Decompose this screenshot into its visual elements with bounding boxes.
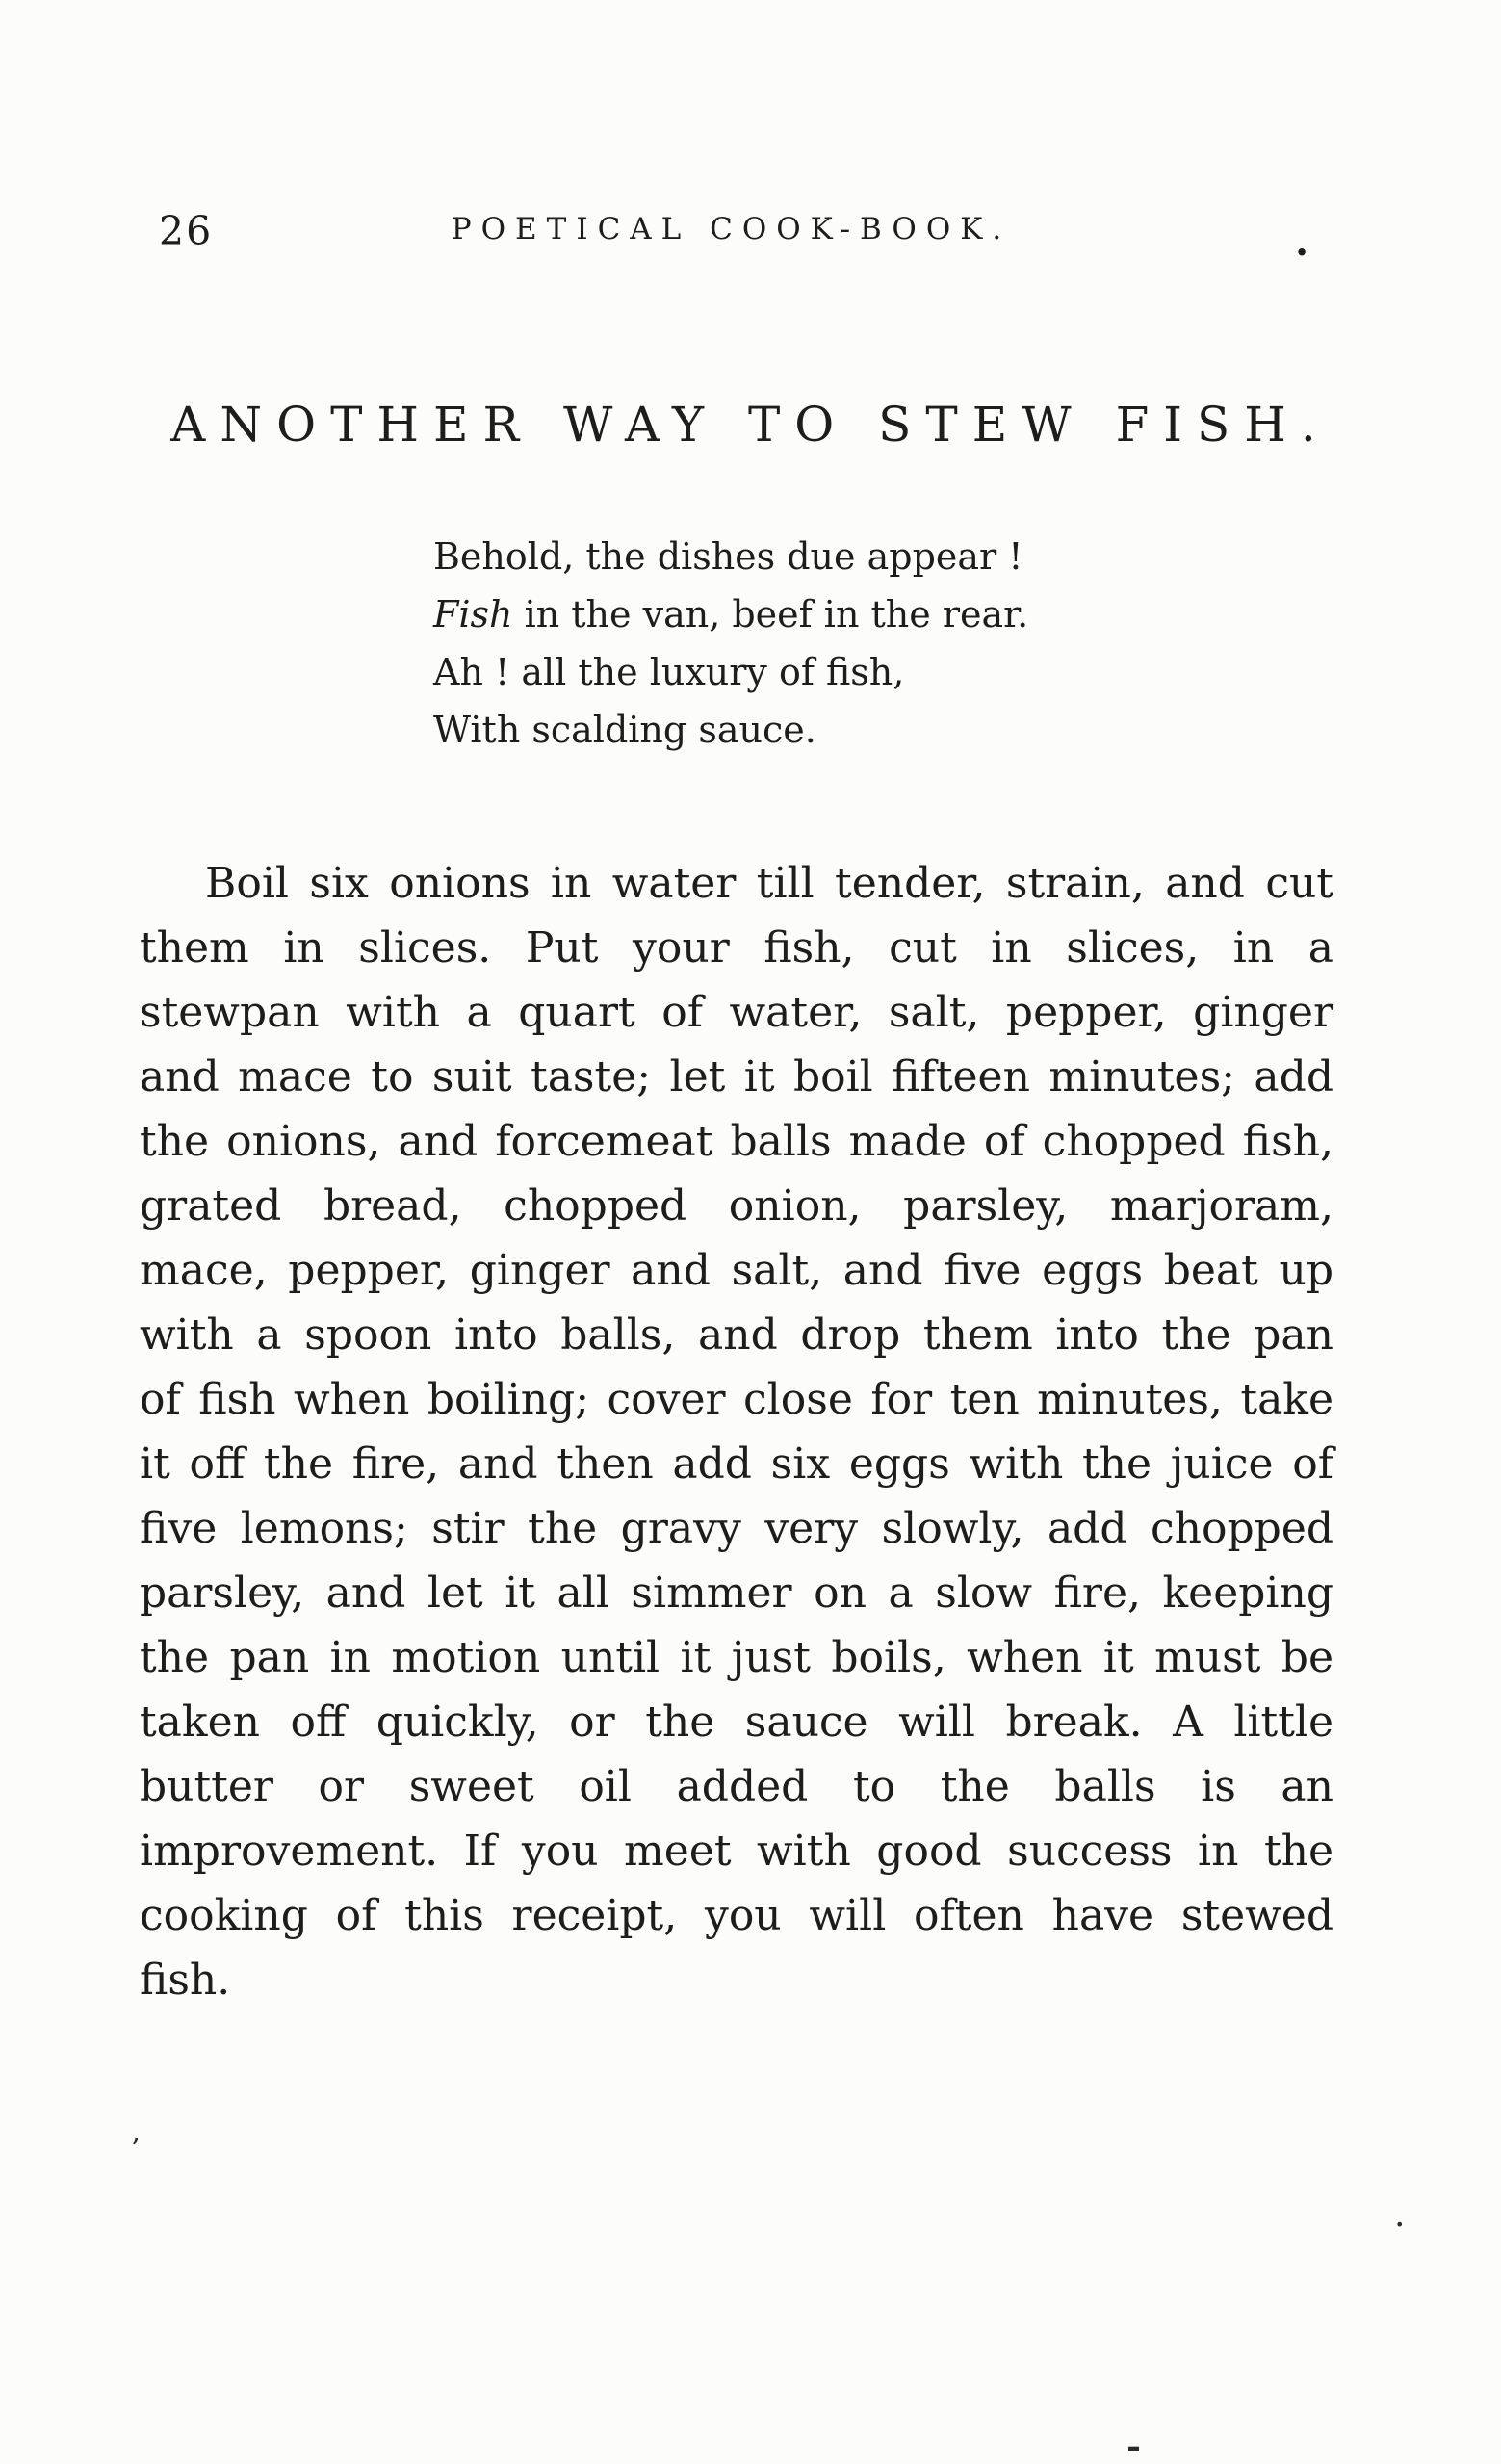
epigraph-poem xyxy=(433,528,1028,759)
poem-line xyxy=(433,585,1028,643)
poem-line: Ah ! all the luxury of fish, xyxy=(433,651,905,693)
running-header: POETICAL COOK-BOOK. xyxy=(451,212,1012,246)
poem-line: Behold, the dishes due appear ! xyxy=(433,535,1023,578)
recipe-paragraph: Boil six onions in water till tender, strain, and cut them in slices. Put your fish, cut in slices, in a stewpan with a quart of water, salt, pepper, ginger and mace to suit taste; let it boil fifteen minutes; add the onions, and forcemeat balls made of chopped fish, grated bread, chopped onion, parsley, marjoram, mace, pepper, ginger and salt, and five eggs beat up with a spoon into balls, and drop them into the pan of fish when boiling; cover close for ten minutes, take it off the fire, and then add six eggs with the juice of five lemons; stir the gravy very slowly, add chopped parsley, and let it all simmer on a slow fire, keeping the pan in motion until it just boils, when it must be taken off quickly, or the sauce will break. A little butter or sweet oil added to the balls is an improvement. If you meet with good success in the cooking of this receipt, you will often have stewed fish. xyxy=(140,859,1333,2005)
scan-artifact: - xyxy=(1126,2426,1141,2464)
page-number: 26 xyxy=(159,208,214,254)
poem-line-rest: in the van, beef in the rear. xyxy=(512,593,1029,635)
page-header xyxy=(154,206,1308,264)
scan-artifact: . xyxy=(1394,2195,1406,2235)
poem-italic-word: Fish xyxy=(433,593,513,635)
scan-artifact: . xyxy=(1295,220,1308,265)
poem-line: With scalding sauce. xyxy=(433,709,816,751)
scan-artifact: ’ xyxy=(131,2133,141,2166)
chapter-title: ANOTHER WAY TO STEW FISH. xyxy=(170,397,1331,453)
